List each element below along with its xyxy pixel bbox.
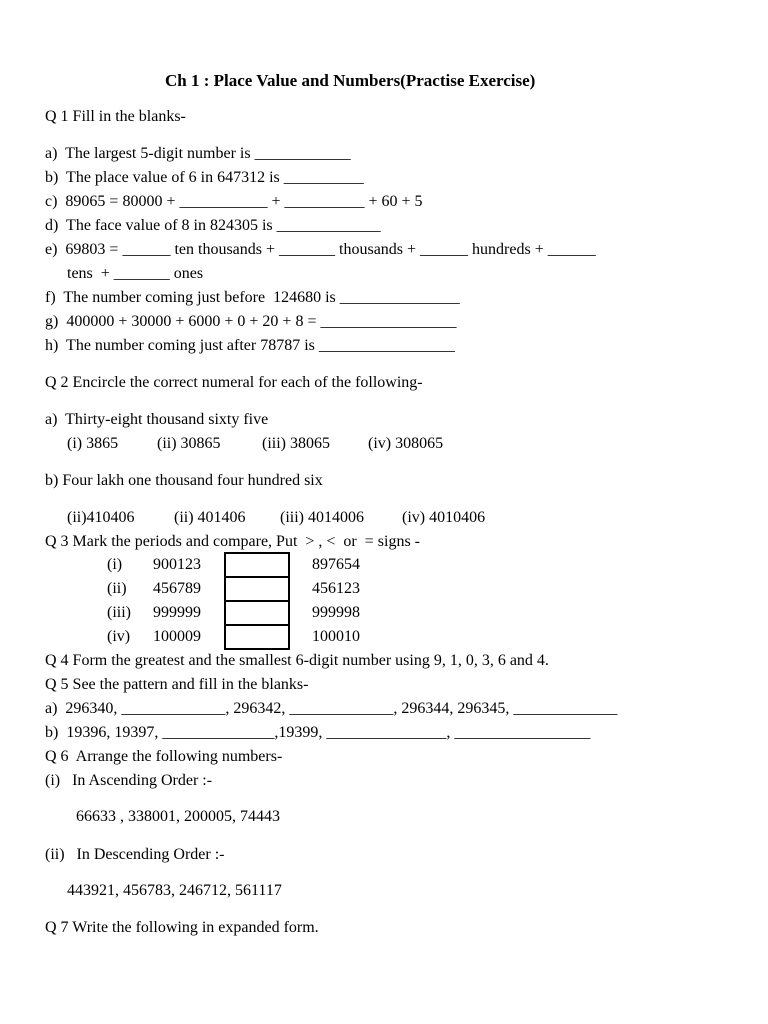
q3-left-number: 900123	[153, 556, 201, 573]
q1-item-d: d) The face value of 8 in 824305 is _____________	[45, 217, 381, 234]
q1-item-e-continued: tens + _______ ones	[67, 265, 204, 282]
q6-heading: Q 6 Arrange the following numbers-	[45, 748, 283, 765]
q6-descending-numbers: 443921, 456783, 246712, 561117	[67, 882, 282, 899]
q1-item-g: g) 400000 + 30000 + 6000 + 0 + 20 + 8 = _________________	[45, 313, 457, 330]
q6-ascending-numbers: 66633 , 338001, 200005, 74443	[76, 808, 280, 825]
q2-b-option-4: (iv) 4010406	[402, 509, 486, 526]
q5-item-a: a) 296340, _____________, 296342, _____________, 296344, 296345, _____________	[45, 700, 618, 717]
q3-left-number: 100009	[153, 628, 201, 645]
q1-item-e: e) 69803 = ______ ten thousands + _______ thousands + ______ hundreds + ______	[45, 241, 596, 258]
q2-a-option-3: (iii) 38065	[262, 435, 330, 452]
q2-b-option-3: (iii) 4014006	[280, 509, 364, 526]
page-title: Ch 1 : Place Value and Numbers(Practise Exercise)	[165, 71, 536, 90]
q3-row-label: (iii)	[107, 604, 131, 621]
q3-left-number: 456789	[153, 580, 201, 597]
comparison-box[interactable]	[224, 576, 290, 602]
q3-row-label: (ii)	[107, 580, 127, 597]
q2-a-option-4: (iv) 308065	[368, 435, 444, 452]
q1-item-f: f) The number coming just before 124680 is _______________	[45, 289, 460, 306]
q3-right-number: 456123	[312, 580, 360, 597]
q7-heading: Q 7 Write the following in expanded form.	[45, 919, 319, 936]
q1-item-a: a) The largest 5-digit number is ____________	[45, 145, 351, 162]
q1-item-h: h) The number coming just after 78787 is _________________	[45, 337, 455, 354]
q2-a-option-1: (i) 3865	[67, 435, 119, 452]
comparison-box[interactable]	[224, 624, 290, 650]
comparison-box[interactable]	[224, 552, 290, 578]
q2-heading: Q 2 Encircle the correct numeral for each of the following-	[45, 374, 423, 391]
q3-left-number: 999999	[153, 604, 201, 621]
q5-heading: Q 5 See the pattern and fill in the blanks-	[45, 676, 309, 693]
q5-item-b: b) 19396, 19397, ______________,19399, _______________, _________________	[45, 724, 591, 741]
q1-heading: Q 1 Fill in the blanks-	[45, 108, 186, 125]
q3-right-number: 999998	[312, 604, 360, 621]
q2-b-question: b) Four lakh one thousand four hundred six	[45, 472, 323, 489]
q2-a-option-2: (ii) 30865	[157, 435, 221, 452]
q3-heading: Q 3 Mark the periods and compare, Put > , < or = signs -	[45, 533, 421, 550]
q3-row-label: (i)	[107, 556, 123, 573]
q3-right-number: 100010	[312, 628, 360, 645]
q3-row-label: (iv)	[107, 628, 131, 645]
q2-a-question: a) Thirty-eight thousand sixty five	[45, 411, 269, 428]
q1-item-b: b) The place value of 6 in 647312 is __________	[45, 169, 364, 186]
comparison-box[interactable]	[224, 600, 290, 626]
q1-item-c: c) 89065 = 80000 + ___________ + __________ + 60 + 5	[45, 193, 423, 210]
q2-b-option-1: (ii)410406	[67, 509, 135, 526]
q3-right-number: 897654	[312, 556, 360, 573]
q2-b-option-2: (ii) 401406	[174, 509, 246, 526]
q4-heading: Q 4 Form the greatest and the smallest 6-digit number using 9, 1, 0, 3, 6 and 4.	[45, 652, 549, 669]
q6-ascending-label: (i) In Ascending Order :-	[45, 772, 213, 789]
q6-descending-label: (ii) In Descending Order :-	[45, 846, 225, 863]
